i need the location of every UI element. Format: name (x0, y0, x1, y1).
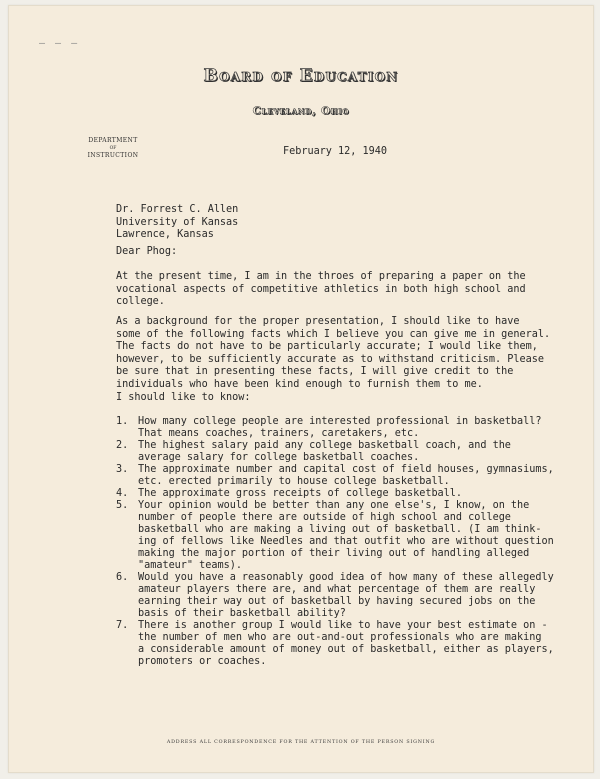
item-line: Your opinion would be better than any one else's, I know, on the (138, 500, 530, 511)
paragraph-line: As a background for the proper presentation, I should like to have (116, 316, 520, 327)
recipient-address (116, 204, 238, 242)
dept-line-2: OF (109, 145, 117, 151)
item-line: The approximate gross receipts of college basketball. (138, 488, 463, 499)
letter-date: February 12, 1940 (283, 146, 387, 157)
list-item (116, 464, 554, 488)
paragraph-line: The facts do not have to be particularly accurate; I would like them, (116, 341, 538, 352)
salutation: Dear Phog: (116, 246, 178, 257)
paragraph-line: some of the following facts which I believe you can give me in general. (116, 328, 551, 340)
item-line: The highest salary paid any college basketball coach, and the (138, 440, 511, 451)
item-number: 7. (116, 620, 129, 631)
item-line: That means coaches, trainers, caretakers, etc. (138, 428, 420, 439)
question-list (116, 416, 554, 668)
item-line: ing of fellows like Needles and that outfit who are without question (138, 536, 554, 547)
list-item (116, 488, 532, 500)
paragraph-line: vocational aspects of competitive athletics in both high school and (116, 283, 526, 295)
question-intro: I should like to know: (116, 392, 251, 403)
letterhead-title: Board of Education (203, 66, 399, 86)
item-number: 3. (116, 464, 129, 475)
item-line: There is another group I would like to have your best estimate on - (138, 620, 548, 631)
list-item (116, 620, 554, 668)
item-number: 2. (116, 440, 129, 451)
item-line: amateur players there are, and what percentage of them are really (138, 584, 536, 595)
corner-dashes: — — — (39, 38, 80, 49)
paragraph-line: college. (116, 296, 165, 307)
list-item (116, 416, 542, 440)
letter-page (8, 5, 594, 773)
item-number: 6. (116, 572, 129, 583)
item-line: promoters or coaches. (138, 656, 267, 667)
item-line: basketball who are making a living out of basketball. (I am think- (138, 524, 542, 535)
recipient-line: Dr. Forrest C. Allen (116, 204, 239, 215)
department-label (81, 137, 145, 160)
letterhead-city: Cleveland, Ohio (252, 105, 350, 117)
paragraph-line: individuals who have been kind enough to furnish them to me. (116, 378, 483, 390)
item-line: How many college people are interested professional in basketball? (138, 416, 542, 427)
item-number: 1. (116, 416, 129, 427)
paragraph-line: however, to be sufficiently accurate as to withstand criticism. Please (116, 353, 544, 365)
list-item (116, 572, 554, 620)
item-number: 4. (116, 488, 129, 499)
list-item (116, 500, 554, 572)
item-line: average salary for college basketball coaches. (138, 452, 420, 463)
recipient-line: Lawrence, Kansas (116, 229, 214, 240)
item-line: a considerable amount of money out of basketball, either as players, (138, 644, 554, 655)
dept-line-3: INSTRUCTION (87, 152, 139, 159)
item-line: The approximate number and capital cost of field houses, gymnasiums, (138, 464, 554, 475)
item-line: earning their way out of basketball by having secured jobs on the (138, 596, 536, 607)
item-line: making the major portion of their living out of handling alleged (138, 548, 530, 559)
dept-line-1: DEPARTMENT (88, 137, 138, 144)
recipient-line: University of Kansas (116, 216, 239, 228)
list-item (116, 440, 532, 464)
paragraph-2 (116, 316, 550, 391)
item-line: the number of men who are out-and-out professionals who are making (138, 632, 542, 643)
item-line: etc. erected primarily to house college basketball. (138, 476, 450, 487)
paragraph-1 (116, 271, 526, 309)
letterhead-footer: ADDRESS ALL CORRESPONDENCE FOR THE ATTENTION OF THE PERSON SIGNING (166, 740, 436, 745)
item-line: "amateur" teams). (138, 560, 242, 571)
item-line: Would you have a reasonably good idea of how many of these allegedly (138, 572, 554, 583)
item-line: number of people there are outside of high school and college (138, 512, 511, 523)
paragraph-line: be sure that in presenting these facts, I will give credit to the (116, 366, 514, 377)
item-number: 5. (116, 500, 129, 511)
item-line: basis of their basketball ability? (138, 608, 346, 619)
paragraph-line: At the present time, I am in the throes of preparing a paper on the (116, 271, 526, 282)
